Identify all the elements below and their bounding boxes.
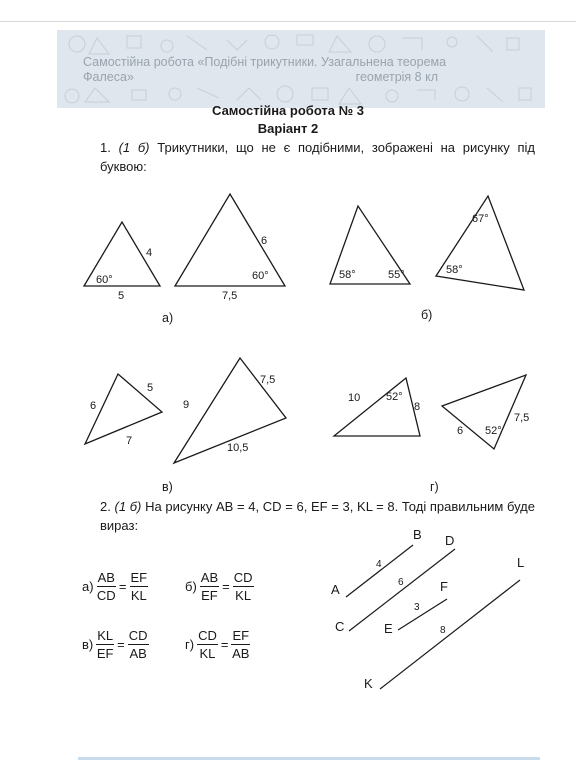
page-title: Самостійна робота № 3 bbox=[212, 103, 364, 118]
length-label-ef: 3 bbox=[414, 602, 420, 613]
option-d-right-num: EF bbox=[232, 628, 250, 643]
label-c1-side-left: 6 bbox=[90, 400, 97, 412]
option-c-right-num: CD bbox=[128, 628, 148, 643]
option-b-letter: б) bbox=[185, 579, 197, 594]
option-b-equals: = bbox=[222, 579, 230, 594]
label-c2-side-right: 7,5 bbox=[260, 374, 276, 386]
figure-letter-c: в) bbox=[162, 480, 173, 494]
label-a2-side-base: 7,5 bbox=[222, 290, 238, 302]
option-d-right-den: AB bbox=[232, 646, 250, 661]
point-label-b: B bbox=[413, 527, 422, 542]
point-label-l: L bbox=[517, 555, 525, 570]
label-c1-side-base: 7 bbox=[126, 435, 133, 447]
label-a2-side-right: 6 bbox=[261, 235, 268, 247]
label-d2-side-right: 7,5 bbox=[514, 412, 530, 424]
option-a-left-num: AB bbox=[97, 570, 115, 585]
label-b2-angle-left: 58° bbox=[446, 264, 463, 276]
point-label-k: K bbox=[364, 676, 373, 691]
question-2-text: На рисунку AB = 4, CD = 6, EF = 3, KL = 8. Тоді правильним буде вираз: bbox=[100, 499, 535, 533]
question-1-text: Трикутники, що не є подібними, зображені на рисунку під буквою: bbox=[100, 140, 535, 174]
option-c-equals: = bbox=[117, 637, 125, 652]
option-a-equals: = bbox=[118, 579, 127, 594]
banner-line-2-right: геометрія 8 кл bbox=[355, 70, 438, 84]
label-c2-side-base: 10,5 bbox=[227, 442, 249, 454]
banner-line-1: Самостійна робота «Подібні трикутники. Узагальнена теорема bbox=[83, 55, 447, 69]
point-label-c: C bbox=[335, 619, 345, 634]
option-c-left-num: KL bbox=[97, 628, 114, 643]
option-a-letter: а) bbox=[82, 579, 94, 594]
question-2-number: 2. bbox=[100, 499, 111, 514]
label-d1-side-left: 10 bbox=[348, 392, 361, 404]
option-a-right-num: EF bbox=[130, 570, 148, 585]
label-d1-angle: 52° bbox=[386, 391, 403, 403]
label-a1-side-right: 4 bbox=[146, 247, 153, 259]
option-b-right-den: KL bbox=[235, 588, 252, 603]
option-b-right-num: CD bbox=[233, 570, 253, 585]
option-a-left-den: CD bbox=[96, 588, 116, 603]
label-a2-angle: 60° bbox=[252, 270, 269, 282]
bottom-divider bbox=[78, 757, 540, 760]
figure-letter-a: а) bbox=[162, 311, 174, 325]
label-a1-angle: 60° bbox=[96, 274, 113, 286]
figure-letter-d: г) bbox=[430, 480, 439, 494]
point-label-e: E bbox=[384, 621, 393, 636]
question-1-points: (1 б) bbox=[118, 140, 150, 155]
option-d-letter: г) bbox=[185, 637, 195, 652]
length-label-cd: 6 bbox=[398, 577, 404, 588]
label-d2-angle: 52° bbox=[485, 425, 502, 437]
question-1-number: 1. bbox=[100, 140, 111, 155]
length-label-ab: 4 bbox=[376, 559, 382, 570]
banner-line-2-left: Фалеса» bbox=[83, 70, 134, 84]
label-d1-side-right: 8 bbox=[414, 401, 421, 413]
variant-title: Варіант 2 bbox=[257, 121, 319, 136]
question-2-points: (1 б) bbox=[114, 499, 142, 514]
label-b1-angle-left: 58° bbox=[339, 269, 356, 281]
label-c1-side-right: 5 bbox=[147, 382, 154, 394]
point-label-a: A bbox=[331, 582, 340, 597]
length-label-kl: 8 bbox=[440, 625, 446, 636]
option-d-left-den: KL bbox=[199, 646, 216, 661]
option-d-left-num: CD bbox=[198, 628, 217, 643]
option-b-left-den: EF bbox=[201, 588, 218, 603]
option-d-equals: = bbox=[220, 637, 229, 652]
label-a1-side-base: 5 bbox=[118, 290, 125, 302]
segment-kl bbox=[380, 580, 520, 689]
option-b-left-num: AB bbox=[200, 570, 219, 585]
point-label-d: D bbox=[445, 533, 455, 548]
label-d2-side-left: 6 bbox=[457, 425, 464, 437]
label-c2-side-left: 9 bbox=[183, 399, 190, 411]
option-c-left-den: EF bbox=[96, 646, 114, 661]
option-c-right-den: AB bbox=[129, 646, 147, 661]
label-b2-angle-top: 67° bbox=[472, 213, 489, 225]
figure-letter-b: б) bbox=[421, 308, 433, 322]
option-a-right-den: KL bbox=[130, 588, 147, 603]
option-c-letter: в) bbox=[82, 637, 94, 652]
label-b1-angle-right: 55° bbox=[388, 269, 405, 281]
point-label-f: F bbox=[440, 579, 448, 594]
